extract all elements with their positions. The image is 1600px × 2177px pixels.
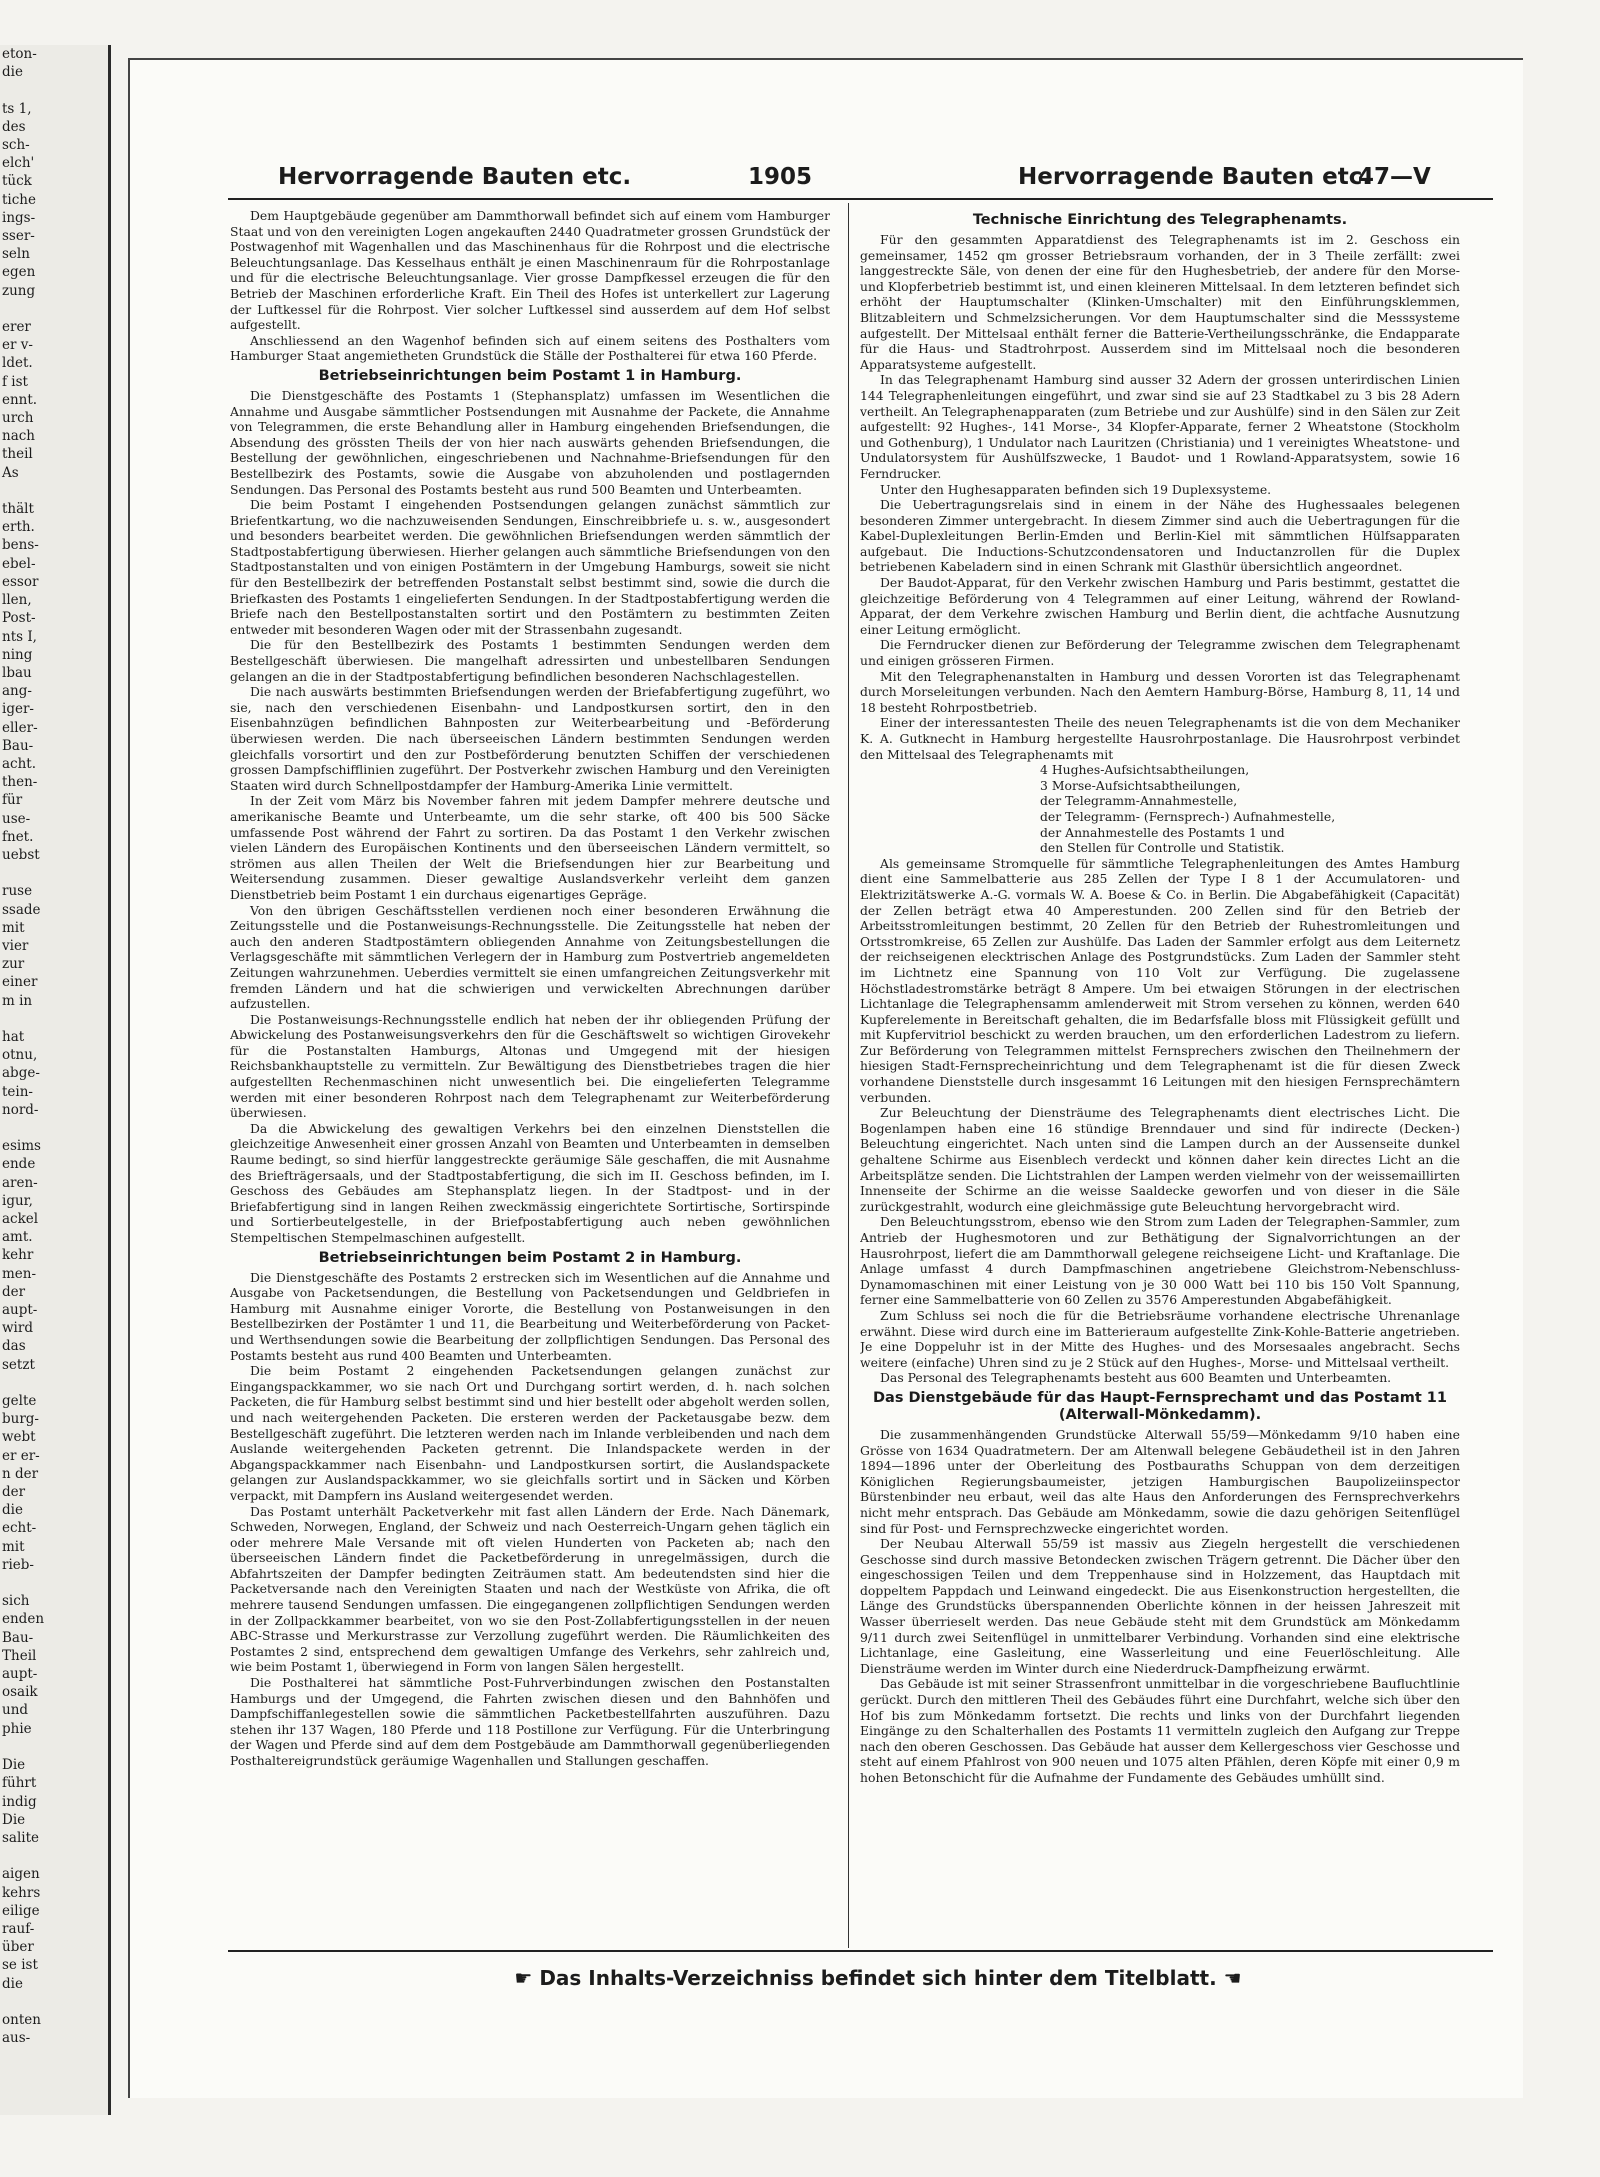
list-item: der Annahmestelle des Postamts 1 und (1040, 824, 1285, 840)
prev-page-fragment: tiche (2, 191, 36, 208)
prev-page-fragment: essor (2, 573, 39, 590)
paragraph: Als gemeinsame Stromquelle für sämmtliche Telegraphenleitungen des Amtes Hamburg dient eine Sammelbatterie aus 285 Zellen der Type I 8 1 der Accumulatoren- und Elektrizitätswerke A.-G. vormals W. A. Boese & Co. in Berlin. Die Abgabefähigkeit (Capacität) der Zellen beträgt etwa 40 Amperestunden. 200 Zellen sind für den Betrieb der Arbeitsstromleitungen bestimmt, 20 Zellen für den Betrieb der Ruhestromleitungen und Ortsstromkreise, 65 Zellen zur Aushülfe. Das Laden der Sammler erfolgt aus dem Leiternetz der reichseigenen elecktrischen Anlage des Postgrundstücks. Zum Laden der Sammler steht im Lichtnetz eine Spannung von 110 Volt zur Verfügung. Die zugelassene Höchstladestromstärke beträgt 8 Ampere. Um bei etwaigen Störungen in der electrischen Lichtanlage die Telegraphensamm amlenderweit mit Strom versehen zu können, werden 640 Kupferelemente in Bereitschaft gehalten, die im Bedarfsfalle bloss mit Flüssigkeit gefüllt und mit Kupfervitriol beschickt zu werden brauchen, um den erforderlichen Ladestrom zu liefern. Zur Beförderung von Telegrammen mittelst Fernsprechers zwischen den Theilnehmern der hiesigen Stadt-Fernsprecheinrichtung und dem Telegraphenamt ist die für diesen Zweck vorhandene Dienststelle durch insgesammt 16 Leitungen mit den hiesigen Fernsprechämtern verbunden. (860, 855, 1460, 1105)
prev-page-fragment: abge- (2, 1065, 40, 1082)
prev-page-fragment: n der (2, 1465, 39, 1482)
prev-page-fragment: einer (2, 974, 38, 991)
pointing-hand-left-icon: ☚ (1223, 1966, 1242, 1990)
paragraph: Dem Hauptgebäude gegenüber am Dammthorwall befindet sich auf einem vom Hamburger Staat und von den vereinigten Logen angekauften 2440 Quadratmeter grossen Grundstück der Postwagenhof mit Wagenhallen und das Maschinenhaus für die Rohrpost und die electrische Beleuchtungsanlage. Das Kesselhaus enthält je einen Maschinenraum für die Rohrpostanlage und für die electrische Beleuchtungsanlage. Vier grosse Dampfkessel erzeugen die für den Betrieb der Maschinen erforderliche Kraft. Ein Theil des Hofes ist unterkellert zur Lagerung der Luftkessel für die Rohrpost. Vier solcher Luftkessel sind ausserdem auf dem Hof selbst aufgestellt. (230, 208, 830, 333)
prev-page-fragment: elch' (2, 155, 35, 172)
prev-page-fragment: ebel- (2, 555, 36, 572)
prev-page-fragment: then- (2, 774, 38, 791)
prev-page-fragment: tück (2, 173, 32, 190)
prev-page-fragment: erer (2, 319, 31, 336)
paragraph: In der Zeit vom März bis November fahren mit jedem Dampfer mehrere deutsche und amerikanische Beamte und Unterbeamte, um die sehr starke, oft 400 bis 500 Säcke umfassende Post während der Fahrt zu sortiren. Da das Postamt 1 den Verkehr zwischen vielen Ländern des Europäischen Kontinents und den überseeischen Ländern vermittelt, so strömen aus allen Theilen der Welt die Briefsendungen hier zur Bearbeitung und Weitersendung zusammen. Dieser gewaltige Auslandsverkehr verleiht dem ganzen Dienstbetrieb beim Postamt 1 ein durchaus eigenartiges Gepräge. (230, 793, 830, 902)
prev-page-fragment: seln (2, 246, 30, 263)
footer-text: Das Inhalts-Verzeichniss befindet sich hinter dem Titelblatt. (539, 1966, 1217, 1990)
prev-page-fragment: thält (2, 501, 34, 518)
paragraph: Das Gebäude ist mit seiner Strassenfront unmittelbar in die vorgeschriebene Baufluchtlinie gerückt. Durch den mittleren Theil des Gebäudes führt eine Durchfahrt, welche sich über den Hof bis zum Mönkedamm fortsetzt. Die rechts und links von der Durchfahrt liegenden Eingänge zu den Schalterhallen des Postamts 11 vermitteln zugleich den Aufgang zur Treppe nach den oberen Geschossen. Das Gebäude hat ausser dem Kellergeschoss vier Geschosse und steht auf einem Pfahlrost von 900 neuen und 1075 alten Pfählen, deren Köpfe mit einer 0,9 m hohen Betonschicht für die Aufnahme der Fundamente des Gebäudes umhüllt sind. (860, 1676, 1460, 1785)
prev-page-fragment: tein- (2, 1083, 33, 1100)
prev-page-fragment: phie (2, 1720, 32, 1737)
prev-page-fragment: aus- (2, 2030, 31, 2047)
prev-page-fragment: gelte (2, 1393, 37, 1410)
prev-page-fragment: kehrs (2, 1884, 41, 1901)
prev-page-fragment (0, 81, 108, 99)
prev-page-fragment: enden (2, 1611, 45, 1628)
prev-page-fragment: onten (2, 2011, 41, 2028)
prev-page-fragment: rieb- (2, 1556, 34, 1573)
paragraph: Die Dienstgeschäfte des Postamts 1 (Stephansplatz) umfassen im Wesentlichen die Annahme und Ausgabe sämmtlicher Postsendungen mit Ausnahme der Packete, die Annahme von Telegrammen, die erste Behandlung aller in Hamburg eingehenden Briefsendungen, die Absendung des grössten Theils der von hier nach auswärts gehenden Briefsendungen, die Bestellung der gewöhnlichen, eingeschriebenen und Nachnahme-Briefsendungen für den Bestellbezirk des Postamts, sowie die Ausgabe von abzuholenden und postlagernden Sendungen. Das Personal des Postamts besteht aus rund 500 Beamten und Unterbeamten. (230, 387, 830, 497)
prev-page-fragment (0, 300, 108, 318)
prev-page-fragment: ackel (2, 1211, 39, 1227)
prev-page-fragment: indig (2, 1793, 37, 1810)
right-column (860, 208, 1460, 1946)
paragraph: Die Dienstgeschäfte des Postamts 2 erstrecken sich im Wesentlichen auf die Annahme und Ausgabe von Packetsendungen, die Bestellung von Packetsendungen und Geldbriefen in Hamburg mit Ausnahme einiger Vororte, die Bestellung von Postanweisungen in den Bestellbezirken der Postämter 1 und 11, die Bearbeitung und Weiterbeförderung von Packet- und Werthsendungen sowie die Bearbeitung der zollpflichtigen Sendungen. Das Personal des Postamts besteht aus rund 400 Beamten und Unterbeamten. (230, 1269, 830, 1363)
paragraph: Die beim Postamt I eingehenden Postsendungen gelangen zunächst sämmtlich zur Briefentkartung, wo die nachzuweisenden Sendungen, Einschreibbriefe u. s. w., ausgesondert und besonders bearbeitet werden. Die gewöhnlichen Briefsendungen werden sämmtlich der Stadtpostabfertigung überwiesen. Hierher gelangen auch sämmtliche Briefsendungen von den Stadtpostanstalten und von einigen Postämtern in der Umgebung Hamburgs, soweit sie nicht für den Bestellbezirk der betreffenden Postanstalt selbst bestimmt sind, sowie die durch die Briefkasten des Postamts 1 eingelieferten Sendungen. In der Stadtpostabfertigung werden die Briefe nach den Bestellpostanstalten sortirt und den Postämtern zu bestimmten Zeiten entweder mit besonderen Wagen oder mit der Strassenbahn zugesandt. (230, 497, 830, 637)
prev-page-fragment: für (2, 792, 23, 809)
prev-page-fragment: aupt- (2, 1302, 38, 1319)
prev-page-fragment: m in (2, 992, 33, 1009)
paragraph: Die Uebertragungsrelais sind in einem in der Nähe des Hughessaales belegenen besonderen Zimmer untergebracht. In diesem Zimmer sind auch die Uebertragungen für die Kabel-Duplexleitungen Berlin-Emden und Berlin-Kiel mit sämmtlichen Hülfsapparaten aufgebaut. Die Inductions-Schutzcondensatoren und Inductanzrollen für die Duplex betriebenen Kabeladern sind in einen Schrank mit Glasthür übersichtlich angeordnet. (860, 497, 1460, 575)
prev-page-fragment: über (2, 1939, 34, 1956)
prev-page-fragment: lbau (2, 664, 32, 681)
paragraph: Die zusammenhängenden Grundstücke Alterwall 55/59—Mönkedamm 9/10 haben eine Grösse von 1634 Quadratmetern. Der am Altenwall belegene Gebäudetheil ist in den Jahren 1894—1896 unter der Oberleitung des Postbauraths Schuppan von dem derzeitigen Königlichen Regierungsbaumeister, jetzigen Hamburgischen Baupolizeiinspector Bürstenbinder neu erbaut, weil das alte Haus den Anforderungen des Fernsprechverkehrs nicht mehr entsprach. Das Gebäude am Mönkedamm, sowie die dazu gehörigen Seitenflügel sind für Post- und Fernsprechzwecke eingerichtet worden. (860, 1426, 1460, 1536)
prev-page-fragment: wird (2, 1320, 33, 1337)
paragraph: Da die Abwickelung des gewaltigen Verkehrs bei den einzelnen Dienststellen die gleichzeitige Anwesenheit einer grossen Anzahl von Beamten und Unterbeamten in demselben Raume bedingt, so sind hierfür langgestreckte geräumige Säle geschaffen, die mit Ausnahme des Briefträgersaals, und der Stadtpostabfertigung, die sich im II. Geschoss befinden, im I. Geschoss des Gebäudes am Stephansplatz liegen. In der Stadtpost- und in der Briefabfertigung sind in langen Reihen zweckmässig eingerichtete Sortirtische, Sortirspinde und Sortierbeutelgestelle, in der Briefpostabfertigung auch neben gewöhnlichen Stempeltischen Stempelmaschinen aufgestellt. (230, 1120, 830, 1245)
paragraph: Die nach auswärts bestimmten Briefsendungen werden der Briefabfertigung zugeführt, wo sie, nach den verschiedenen Eisenbahn- und Landpostkursen sortirt, den in den Eisenbahnzügen befindlichen Bahnposten zur Weiterbearbeitung und -Beförderung überwiesen werden. Die nach überseeischen Ländern bestimmten Sendungen werden gleichfalls vorsortirt und den zur Postbeförderung benutzten Schiffen der verschiedenen grossen Dampfschifflinien zugeführt. Der Postverkehr zwischen Hamburg und den Vereinigten Staaten wird durch Schnellpostdampfer der Hamburg-Amerika Linie vermittelt. (230, 684, 830, 793)
prev-page-fragment: bens- (2, 537, 39, 554)
paragraph: Den Beleuchtungsstrom, ebenso wie den Strom zum Laden der Telegraphen-Sammler, zum Antrieb der Hughesmotoren und zur Bethätigung der Signalvorrichtungen an der Hausrohrpost, liefert die am Dammthorwall gelegene reichseigene Licht- und Kraftanlage. Die Anlage umfasst 4 durch Dampfmaschinen angetriebene Gleichstrom-Nebenschluss-Dynamomaschinen mit einer Leistung von je 30 000 Watt bei 110 bis 150 Volt Spannung, ferner eine Sammelbatterie von 60 Zellen zu 3576 Amperestunden Abgabefähigkeit. (860, 1214, 1460, 1308)
paragraph: Das Personal des Telegraphenamts besteht aus 600 Beamten und Unterbeamten. (880, 1370, 1392, 1386)
prev-page-fragment: aigen (2, 1866, 40, 1883)
prev-page-fragment: das (2, 1338, 26, 1355)
prev-page-fragment: echt- (2, 1520, 37, 1537)
prev-page-fragment: mit (2, 1538, 25, 1555)
header-year: 1905 (748, 164, 813, 190)
list-item: 4 Hughes-Aufsichtsabtheilungen, (1040, 762, 1250, 778)
column-divider (848, 203, 849, 1948)
paragraph: Für den gesammten Apparatdienst des Telegraphenamts ist im 2. Geschoss ein gemeinsamer, 1452 qm grosser Betriebsraum vorhanden, der in 3 Theile zerfällt: zwei langgestreckte Säle, von denen der eine für den Hughesbetrieb, der andere für den Morse- und Klopferbetrieb bestimmt ist, und einen kleineren Mittelsaal. In dem letzteren befindet sich erhöht der Hauptumschalter (Klinken-Umschalter) mit den Einführungsklemmen, Blitzableitern und Schmelzsicherungen. Vor dem Hauptumschalter sind die Messsysteme aufgestellt. Der Mittelsaal enthält ferner die Batterie-Vertheilungsschränke, die Endapparate für die Haus- und Stadtrohrpost. Ausserdem sind im Mittelsaal noch die besonderen Apparatsysteme aufgestellt. (860, 232, 1460, 372)
prev-page-fragment: eilige (2, 1902, 40, 1919)
prev-page-fragment: webt (2, 1429, 36, 1446)
prev-page-fragment: nord- (2, 1101, 39, 1118)
prev-page-fragment: hat (2, 1028, 25, 1045)
footer-rule (228, 1950, 1493, 1952)
prev-page-fragment: ruse (2, 883, 33, 900)
prev-page-fragment (0, 1847, 108, 1865)
connection-list (1040, 762, 1460, 856)
prev-page-fragment: use- (2, 810, 31, 827)
prev-page-fragment: As (2, 464, 19, 481)
section-heading: Das Dienstgebäude für das Haupt-Fernsprechamt und das Postamt 11 (Alterwall-Mönkedamm). (873, 1389, 1447, 1423)
prev-page-fragment: die (2, 1502, 23, 1519)
prev-page-fragment: sich (2, 1593, 30, 1610)
prev-page-fragment (0, 864, 108, 882)
prev-page-fragment: urch (2, 410, 34, 427)
paragraph: Das Postamt unterhält Packetverkehr mit fast allen Ländern der Erde. Nach Dänemark, Schweden, Norwegen, England, der Schweiz und nach Oesterreich-Ungarn gehen täglich ein oder mehrere Male Versande mit oft vielen Hunderten von Packeten ab; nach den überseeischen Ländern findet die Packetbeförderung in unregelmässigen, durch die Abfahrtszeiten der Dampfer bedingten Zeiträumen statt. Am bedeutendsten sind hier die Packetversande nach den Vereinigten Staaten und nach der Westküste von Afrika, die oft mehrere tausend Sendungen umfassen. Die eingegangenen zollpflichtigen Sendungen werden in der Zollpackkammer bearbeitet, von wo sie den Post-Zollabfertigungsstellen in der neuen ABC-Strasse und Merkurstrasse zur Verzollung zugeführt werden. Die Räumlichkeiten des Postamtes 2 sind, entsprechend dem gewaltigen Umfange des Verkehrs, sehr zahlreich und, wie beim Postamt 1, überwiegend in Form von langen Sälen hergestellt. (230, 1503, 830, 1675)
page-number: 47—V (1358, 164, 1431, 190)
paragraph: Die beim Postamt 2 eingehenden Packetsendungen gelangen zunächst zur Eingangspackkammer, wo sie nach Ort und Durchgang sortirt werden, d. h. nach solchen Packeten, die für Hamburg selbst bestimmt sind und hier bestellt oder abgeholt werden sollen, und nach weitergehenden Packeten. Die ersteren werden der Packetausgabe bezw. dem Bestellgeschäft zugeführt. Die letzteren werden nach im Inlande verbleibenden und nach dem Auslande weitergehenden Packeten getrennt. Die Inlandspackete werden in der Abgangspackkammer nach Eisenbahn- und Landpostkursen sortirt, die Auslandspackete gelangen zur Auslandspackkammer, wo sie gleichfalls sortirt und in Säcken und Körben verpackt, mit Dampfern ins Ausland weitergesendet werden. (230, 1363, 830, 1503)
prev-page-fragment: amt. (2, 1229, 33, 1246)
prev-page-fragment: esims (2, 1138, 41, 1155)
paragraph: Einer der interessantesten Theile des neuen Telegraphenamts ist die von dem Mechaniker K. A. Gutknecht in Hamburg hergestellte Hausrohrpostanlage. Die Hausrohrpost verbindet den Mittelsaal des Telegraphenamts mit (860, 715, 1460, 762)
paragraph: Die Posthalterei hat sämmtliche Post-Fuhrverbindungen zwischen den Postanstalten Hamburgs und der Umgegend, die Fahrten zwischen diesen und den Bahnhöfen und Dampfschiffanlegestellen sowie die sämmtlichen Packetbestellfahrten auszuführen. Dazu stehen ihr 137 Wagen, 180 Pferde und 118 Postillone zur Verfügung. Für die Unterbringung der Wagen und Pferde sind auf dem dem Postgebäude am Dammthorwall gegenüberliegenden Posthaltereigrundstück geräumige Wagenhallen und Stallungen geschaffen. (230, 1675, 830, 1768)
prev-page-fragment: ning (2, 646, 33, 663)
prev-page-fragment: ts 1, (2, 100, 32, 117)
prev-page-fragment: er er- (2, 1447, 40, 1464)
header-rule (228, 198, 1493, 200)
paragraph: Der Baudot-Apparat, für den Verkehr zwischen Hamburg und Paris bestimmt, gestattet die gleichzeitige Beförderung von 4 Telegrammen auf einer Leitung, während der Rowland-Apparat, der dem Verkehre zwischen Hamburg und Berlin dient, die achtfache Ausnutzung einer Leitung ermöglicht. (860, 575, 1460, 637)
prev-page-fragment: fnet. (2, 828, 34, 845)
prev-page-fragment: acht. (2, 755, 37, 772)
prev-page-fragment (0, 1574, 108, 1592)
prev-page-fragment: men- (2, 1265, 37, 1282)
prev-page-fragment: osaik (2, 1684, 38, 1701)
prev-page-fragment: iger- (2, 701, 34, 718)
prev-page-fragment: aren- (2, 1174, 38, 1191)
prev-page-fragment (0, 1374, 108, 1392)
prev-page-fragment: eton- (2, 46, 37, 62)
previous-page-edge (0, 45, 111, 2115)
list-item: 3 Morse-Aufsichtsabtheilungen, (1040, 777, 1241, 793)
prev-page-fragment (0, 482, 108, 500)
prev-page-fragment: uebst (2, 846, 40, 863)
prev-page-fragment: Post- (2, 610, 36, 627)
prev-page-fragment: Die (2, 1811, 26, 1828)
prev-page-fragment: ennt. (2, 391, 38, 408)
prev-page-fragment: sser- (2, 228, 35, 245)
section-heading: Betriebseinrichtungen beim Postamt 1 in Hamburg. (318, 367, 742, 384)
prev-page-fragment: ings- (2, 209, 36, 226)
section-heading: Technische Einrichtung des Telegraphenamts. (972, 212, 1348, 228)
list-item: der Telegramm-Annahmestelle, (1040, 793, 1238, 809)
prev-page-fragment: burg- (2, 1411, 39, 1428)
prev-page-fragment: aupt- (2, 1666, 38, 1683)
prev-page-fragment: die (2, 64, 23, 81)
paragraph: Der Neubau Alterwall 55/59 ist massiv aus Ziegeln hergestellt die verschiedenen Geschosse sind durch massive Betondecken zwischen Trägern getrennt. Die Dächer über den eingeschossigen Teilen und dem Treppenhause sind in Holzzement, das Hauptdach mit doppeltem Pappdach und Leinwand eingedeckt. Die aus Eisenkonstruction hergestellten, die Länge des Grundstücks überspannenden Oberlichte können in der heissen Jahreszeit mit Wasser überrieselt werden. Das neue Gebäude steht mit dem Grundstück am Mönkedamm 9/11 durch zwei Seitenflügel in unmittelbarer Verbindung. Vorhanden sind eine elektrische Lichtanlage, eine Gasleitung, eine Wasserleitung und eine Feuerlöschleitung. Alle Diensträume werden im Winter durch eine Niederdruck-Dampfheizung erwärmt. (860, 1536, 1460, 1676)
prev-page-fragment: eller- (2, 719, 38, 736)
prev-page-fragment: ssade (2, 901, 41, 918)
prev-page-fragment: egen (2, 264, 36, 281)
list-item: der Telegramm- (Fernsprech-) Aufnahmestelle, (1040, 808, 1336, 824)
prev-page-fragment: f ist (2, 373, 28, 390)
prev-page-fragment: mit (2, 919, 25, 936)
prev-page-fragment: erth. (2, 519, 35, 536)
prev-page-fragment: se ist (2, 1957, 38, 1974)
prev-page-fragment: zung (2, 282, 36, 299)
prev-page-fragment (0, 1738, 108, 1756)
prev-page-fragment: Bau- (2, 1629, 34, 1646)
prev-page-fragment: kehr (2, 1247, 34, 1264)
paragraph: Die Ferndrucker dienen zur Beförderung der Telegramme zwischen dem Telegraphenamt und einigen grösseren Firmen. (860, 637, 1460, 669)
paragraph: Von den übrigen Geschäftsstellen verdienen noch einer besonderen Erwähnung die Zeitungsstelle und die Postanweisungs-Rechnungsstelle. Die Zeitungsstelle hat neben der auch den anderen Stadtpostämtern obliegenden Annahme von Zeitungsbestellungen die Verlagsgeschäfte mit sämmtlichen Verlegern der in Hamburg zum Postvertrieb angemeldeten Zeitungen wahrzunehmen. Ueberdies vermittelt sie einen umfangreichen Zeitungsverkehr mit fremden Ländern und hat die schwierigen und verwickelten Abrechnungen darüber aufzustellen. (230, 902, 830, 1012)
header-right-title: Hervorragende Bauten etc. (1018, 164, 1372, 190)
prev-page-fragment: des (2, 118, 26, 135)
pointing-hand-right-icon: ☛ (514, 1966, 533, 1990)
prev-page-fragment: Theil (2, 1647, 37, 1664)
prev-page-fragment (0, 1993, 108, 2011)
prev-page-fragment: sch- (2, 137, 30, 154)
newspaper-page (128, 58, 1523, 2098)
prev-page-fragment: llen, (2, 592, 32, 609)
prev-page-fragment: ende (2, 1156, 36, 1173)
prev-page-fragment (0, 1119, 108, 1137)
paragraph: Anschliessend an den Wagenhof befinden sich auf einem seitens des Posthalters vom Hamburger Staat angemietheten Grundstück die Ställe der Posthalterei für etwa 160 Pferde. (230, 332, 830, 364)
prev-page-fragment: ang- (2, 683, 32, 700)
left-column (230, 208, 830, 1946)
prev-page-fragment: vier (2, 937, 29, 954)
prev-page-fragment: der (2, 1484, 26, 1501)
prev-page-fragment: salite (2, 1829, 40, 1846)
prev-page-fragment: und (2, 1702, 29, 1719)
prev-page-fragment: theil (2, 446, 33, 463)
prev-page-fragment: ldet. (2, 355, 33, 372)
list-item: den Stellen für Controlle und Statistik. (1040, 840, 1285, 856)
prev-page-fragment: rauf- (2, 1920, 35, 1937)
prev-page-fragment: er v- (2, 337, 33, 354)
prev-page-fragment: Bau- (2, 737, 34, 754)
prev-page-fragment (0, 1010, 108, 1028)
prev-page-fragment: nts I, (2, 628, 37, 645)
header-left-title: Hervorragende Bauten etc. (278, 164, 632, 190)
paragraph: Mit den Telegraphenanstalten in Hamburg und dessen Vororten ist das Telegraphenamt durch Morseleitungen verbunden. Nach den Aemtern Hamburg-Börse, Hamburg 8, 11, 14 und 18 besteht Rohrpostbetrieb. (860, 668, 1460, 715)
prev-page-fragment: zur (2, 956, 25, 973)
paragraph: Zur Beleuchtung der Diensträume des Telegraphenamts dient electrisches Licht. Die Bogenlampen haben eine 16 stündige Brenndauer und sind für indirecte (Decken-) Beleuchtung eingerichtet. Nach unten sind die Lampen durch an der Aussenseite dunkel gehaltene Schirme aus Eisenblech verdeckt und können daher kein directes Licht an die Arbeitsplätze senden. Die Lichtstrahlen der Lampen werden vielmehr von der weissemaillirten Innenseite der Schirme an die weisse Saaldecke geworfen und von dieser in die Säle zurückgestrahlt, wodurch eine gleichmässige gute Beleuchtung hervorgebracht wird. (860, 1105, 1460, 1214)
running-head (128, 158, 1523, 194)
paragraph: In das Telegraphenamt Hamburg sind ausser 32 Adern der grossen unterirdischen Linien 144 Telegraphenleitungen eingeführt, und zwar sind sie auf 23 Stadtkabel zu 3 bis 28 Adern vertheilt. An Telegraphenapparaten (zum Betriebe und zur Aushülfe) sind in den Sälen zur Zeit aufgestellt: 92 Hughes-, 141 Morse-, 34 Klopfer-Apparate, ferner 2 Wheatstone (Stockholm und Gothenburg), 1 Undulator nach Lauritzen (Christiania) und 1 vereinigtes Wheatstone- und Undulatorsystem für Aushülfszwecke, 1 Baudot- und 1 Rowland-Apparatsystem, sowie 16 Ferndrucker. (860, 372, 1460, 481)
prev-page-fragment: führt (2, 1775, 37, 1792)
footer-note (428, 1966, 1328, 1990)
paragraph: Die Postanweisungs-Rechnungsstelle endlich hat neben der ihr obliegenden Prüfung der Abwickelung des Postanweisungsverkehrs den für die Geschäftswelt so wichtigen Girovekehr für die Postanstalten Hamburgs, Altonas und Umgegend mit der hiesigen Reichsbankhauptstelle zu vermitteln. Zur Bewältigung des Dienstbetriebes tragen die hier aufgestellten Rechenmaschinen nicht unwesentlich bei. Die eingelieferten Telegramme werden mit einer besonderen Rohrpost nach dem Telegraphenamt zur Weiterbeförderung überwiesen. (230, 1011, 830, 1121)
prev-page-fragment: der (2, 1283, 26, 1300)
prev-page-fragment: Die (2, 1757, 26, 1774)
paragraph: Unter den Hughesapparaten befinden sich 19 Duplexsysteme. (880, 481, 1272, 497)
paragraph: Die für den Bestellbezirk des Postamts 1 bestimmten Sendungen werden dem Bestellgeschäft überwiesen. Die mangelhaft adressirten und unbestellbaren Sendungen gelangen an die in der Stadtpostabfertigung befindlichen besonderen Nachschlagestellen. (230, 637, 830, 684)
prev-page-fragment: setzt (2, 1356, 35, 1373)
prev-page-fragment: otnu, (2, 1047, 38, 1064)
prev-page-fragment: igur, (2, 1192, 33, 1209)
prev-page-fragment: nach (2, 428, 35, 445)
prev-page-fragment: die (2, 1975, 23, 1992)
section-heading: Betriebseinrichtungen beim Postamt 2 in Hamburg. (318, 1249, 742, 1266)
paragraph: Zum Schluss sei noch die für die Betriebsräume vorhandene electrische Uhrenanlage erwähnt. Diese wird durch eine im Batterieraum aufgestellte Zink-Kohle-Batterie angetrieben. Je eine Doppeluhr ist in der Mitte des Hughes- und des Morsesaales angebracht. Sechs weitere (einfache) Uhren sind zu je 2 Stück auf den Hughes-, Morse- und Mittelsaal vertheilt. (860, 1307, 1460, 1370)
